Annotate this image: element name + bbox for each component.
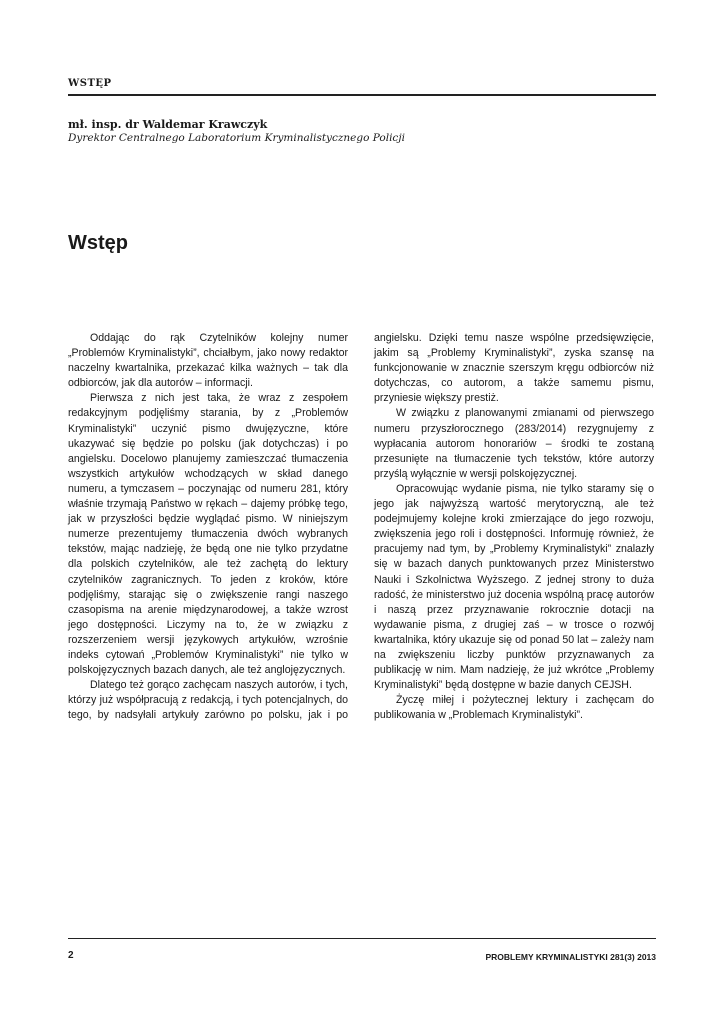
author-name: mł. insp. dr Waldemar Krawczyk — [68, 118, 268, 131]
journal-footer: PROBLEMY KRYMINALISTYKI 281(3) 2013 — [485, 952, 656, 962]
left-column — [68, 331, 348, 723]
paragraph: W związku z planowanymi zmianami od pierwszego numeru przyszłorocznego (283/2014) rezygnujemy z wypłacania autorom honorariów – środki te zostaną przesunięte na tłumaczenie tych tekstów, które autorzy przyślą wyłącznie w wersji polskojęzycznej. — [374, 407, 654, 480]
paragraph: Oddając do rąk Czytelników kolejny numer „Problemów Kryminalistyki”, chciałbym, jako nowy redaktor naczelny kwartalnika, przekazać kilka ważnych – tak dla odbiorców, jak dla autorów – informacji. — [68, 332, 348, 390]
author-position: Dyrektor Centralnego Laboratorium Kryminalistycznego Policji — [68, 132, 405, 144]
article-title: Wstęp — [68, 232, 128, 254]
paragraph-continuation: angielsku. Dzięki temu nasze wspólne przedsięwzięcie, jakim są „Problemy Kryminalistyki”, zyska szansę na funkcjonowanie w znacznie szerszym kręgu odbiorców niż dotychczas, co autorom, a także samemu pismu, przyniesie większy prestiż. — [374, 332, 654, 405]
paragraph: Dlatego też gorąco zachęcam naszych autorów, i tych, którzy już współpracują z redakcją, i tych potencjalnych, do tego, by nadsyłali artykuły zarówno po polsku, jak i po — [68, 679, 348, 722]
header-rule — [68, 94, 656, 96]
paragraph: Opracowując wydanie pisma, nie tylko staramy się o jego jak najwyższą wartość merytoryczną, ale też podejmujemy kolejne kroki zmierzające do jego rozwoju, zwiększenia jego roli i dostępności. Informuję również, że pracujemy nad tym, by „Problemy Kryminalistyki” znalazły się w bazach danych punktowanych przez Ministerstwo Nauki i Szkolnictwa Wyższego. Z jednej strony to duża radość, że ministerstwo już docenia wspólną pracę autorów i naszą przez przyznawanie rokrocznie dotacji na wydawanie pisma, z drugiej zaś – w trosce o rozwój kwartalnika, który ukazuje się od ponad 50 lat – zależy nam na zwiększeniu liczby punktów przyznawanych za publikację w nim. Mam nadzieję, że już wkrótce „Problemy Kryminalistyki” będą dostępne w bazie danych CEJSH. — [374, 482, 654, 692]
right-column — [374, 331, 654, 723]
footer-rule — [68, 938, 656, 939]
page-number: 2 — [68, 950, 74, 961]
running-head: WSTĘP — [68, 78, 112, 89]
paragraph: Pierwsza z nich jest taka, że wraz z zespołem redakcyjnym podjęliśmy starania, by z „Problemów Kryminalistyki” uczynić pismo dwujęzyczne, które ukazywać się będzie po polsku (jak dotychczas) i po angielsku. Docelowo planujemy zamieszczać tłumaczenia wszystkich artykułów wchodzących w skład danego numeru, a tymczasem – poczynając od numeru 281, który właśnie trzymają Państwo w rękach – dajemy próbkę tego, jak w przyszłości będzie wyglądać pismo. W niniejszym numerze prezentujemy tłumaczenia dwóch wybranych tekstów, mając nadzieję, że będą one nie tylko przydatne dla polskich czytelników, ale też zachętą do lektury czytelników zagranicznych. To jeden z kroków, które podjęliśmy, starając się o zwiększenie rangi naszego czasopisma na arenie międzynarodowej, a także wzrost jego dostępności. Liczymy na to, że w związku z rozszerzeniem wersji językowych artykułów, wzrośnie indeks cytowań „Problemów Kryminalistyki” nie tylko w polskojęzycznych bazach danych, ale też anglojęzycznych. — [68, 392, 348, 677]
paragraph: Życzę miłej i pożytecznej lektury i zachęcam do publikowania w „Problemach Kryminalistyki”. — [374, 694, 654, 722]
